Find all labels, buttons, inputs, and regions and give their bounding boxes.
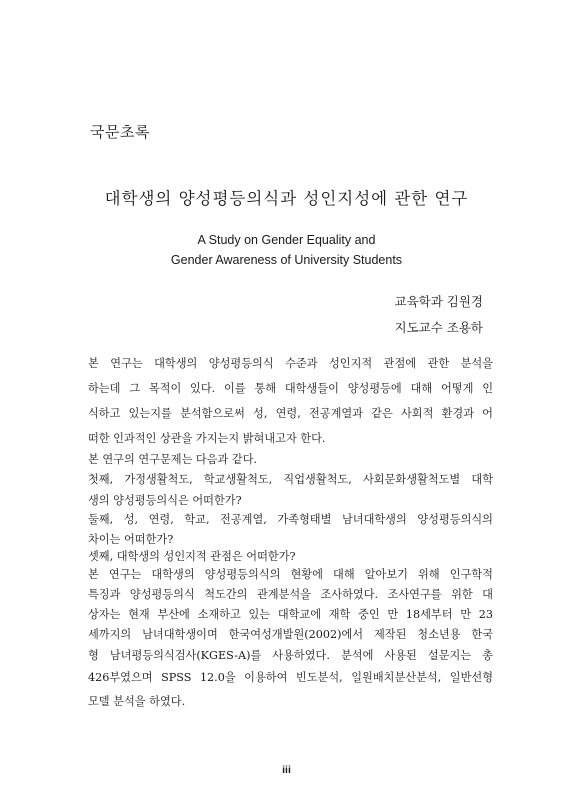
body-line: 생의 양성평등의식은 어떠한가? [88, 494, 242, 507]
body-line: 본 연구는 대학생의 양성평등의식 수준과 성인지적 관점에 관한 분석을 [88, 357, 493, 370]
author-name: 교육학과 김원경 [394, 294, 483, 309]
page-title: 대학생의 양성평등의식과 성인지성에 관한 연구 [104, 189, 469, 208]
advisor-name: 지도교수 조용하 [394, 320, 483, 335]
body-line: 426부였으며 SPSS 12.0을 이용하여 빈도분석, 일원배치분산분석, 일반선형 [88, 671, 493, 684]
body-line: 식하고 있는지를 분석함으로써 성, 연령, 전공계열과 같은 사회적 환경과 어 [88, 407, 493, 420]
body-line: 모델 분석을 하였다. [88, 695, 186, 708]
body-line: 본 연구의 연구문제는 다음과 같다. [88, 453, 258, 466]
body-line: 둘째, 성, 연령, 학교, 전공계열, 가족형태별 남녀대학생의 양성평등의식의 [88, 513, 493, 526]
body-line: 차이는 어떠한가? [88, 533, 174, 546]
body-line: 본 연구는 대학생의 양성평등의식의 현황에 대해 알아보기 위해 인구학적 [88, 568, 493, 581]
page-number: iii [282, 764, 291, 776]
body-line: 상자는 현재 부산에 소재하고 있는 대학교에 재학 중인 만 18세부터 만 23 [88, 608, 493, 621]
body-line: 첫째, 가정생활척도, 학교생활척도, 직업생활척도, 사회문화생활척도별 대학 [88, 473, 493, 486]
english-title-line-2: Gender Awareness of University Students [170, 253, 403, 267]
body-line: 형 남녀평등의식검사(KGES-A)를 사용하였다. 분석에 사용된 설문지는 총 [88, 649, 493, 662]
english-title-line-1: A Study on Gender Equality and [197, 233, 376, 247]
section-label: 국문초록 [90, 123, 150, 141]
body-line: 셋째, 대학생의 성인지적 관점은 어떠한가? [88, 550, 296, 563]
body-line: 세까지의 남녀대학생이며 한국여성개발원(2002)에서 제작된 청소년용 한국 [88, 628, 493, 641]
body-line: 특징과 양성평등의식 척도간의 관계분석을 조사하였다. 조사연구를 위한 대 [88, 588, 493, 601]
body-line: 하는데 그 목적이 있다. 이를 통해 대학생들이 양성평등에 대해 어떻게 인 [88, 382, 493, 395]
body-line: 떠한 인과적인 상관을 가지는지 밝혀내고자 한다. [88, 432, 326, 445]
